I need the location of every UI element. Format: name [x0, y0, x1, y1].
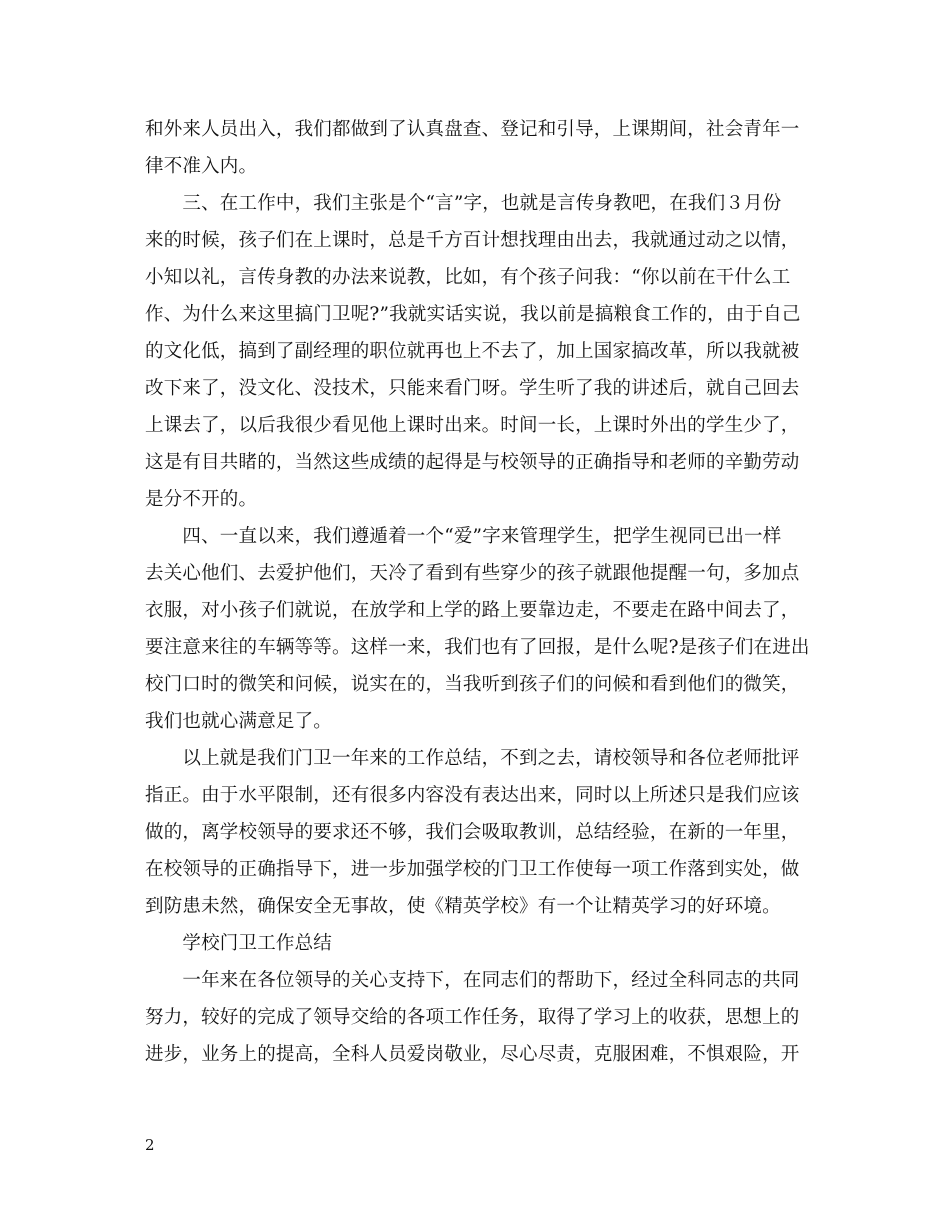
text-line: 指正。由于水平限制，还有很多内容没有表达出来，同时以上所述只是我们应该: [145, 785, 800, 806]
text-line: 一年来在各位领导的关心支持下，在同志们的帮助下，经过全科同志的共同: [145, 970, 800, 991]
text-line: 努力，较好的完成了领导交给的各项工作任务，取得了学习上的收获，思想上的: [145, 1007, 800, 1028]
text-line: 是分不开的。: [145, 489, 258, 510]
text-line: 改下来了，没文化、没技术，只能来看门呀。学生听了我的讲述后，就自己回去: [145, 378, 800, 399]
text-line: 上课去了，以后我很少看见他上课时出来。时间一长，上课时外出的学生少了，: [145, 415, 800, 436]
text-line: 和外来人员出入，我们都做到了认真盘查、登记和引导，上课期间，社会青年一: [145, 119, 800, 140]
text-line: 要注意来往的车辆等等。这样一来，我们也有了回报，是什么呢?是孩子们在进出: [145, 637, 810, 658]
text-line: 进步，业务上的提高，全科人员爱岗敬业，尽心尽责，克服困难，不惧艰险，开: [145, 1044, 800, 1065]
page-number: 2: [145, 1136, 155, 1154]
text-line: 律不准入内。: [145, 156, 258, 177]
text-line: 以上就是我们门卫一年来的工作总结，不到之去，请校领导和各位老师批评: [145, 748, 800, 769]
text-line: 我们也就心满意足了。: [145, 711, 333, 732]
text-line: 三、在工作中，我们主张是个“言”字，也就是言传身教吧，在我们３月份: [145, 193, 782, 214]
text-line: 去关心他们、去爱护他们，天冷了看到有些穿少的孩子就跟他提醒一句，多加点: [145, 563, 800, 584]
text-line: 小知以礼，言传身教的办法来说教，比如，有个孩子问我：“你以前在干什么工: [145, 267, 791, 288]
text-line: 这是有目共睹的，当然这些成绩的起得是与校领导的正确指导和老师的辛勤劳动: [145, 452, 800, 473]
text-line: 在校领导的正确指导下，进一步加强学校的门卫工作使每一项工作落到实处，做: [145, 859, 800, 880]
text-line: 衣服，对小孩子们就说，在放学和上学的路上要靠边走，不要走在路中间去了，: [145, 600, 800, 621]
text-line: 作、为什么来这里搞门卫呢?”我就实话实说，我以前是搞粮食工作的，由于自己: [145, 304, 801, 325]
text-line: 做的，离学校领导的要求还不够，我们会吸取教训，总结经验，在新的一年里，: [145, 822, 800, 843]
text-line: 来的时候，孩子们在上课时，总是千方百计想找理由出去，我就通过动之以情，: [145, 230, 800, 251]
text-line: 校门口时的微笑和问候，说实在的，当我听到孩子们的问候和看到他们的微笑，: [145, 674, 800, 695]
section-heading: 学校门卫工作总结: [145, 933, 333, 954]
text-line: 到防患未然，确保安全无事故，使《精英学校》有一个让精英学习的好环境。: [145, 896, 781, 917]
text-line: 的文化低，搞到了副经理的职位就再也上不去了，加上国家搞改革，所以我就被: [145, 341, 800, 362]
text-line: 四、一直以来，我们遵遁着一个“爱”字来管理学生，把学生视同已出一样: [145, 526, 782, 547]
